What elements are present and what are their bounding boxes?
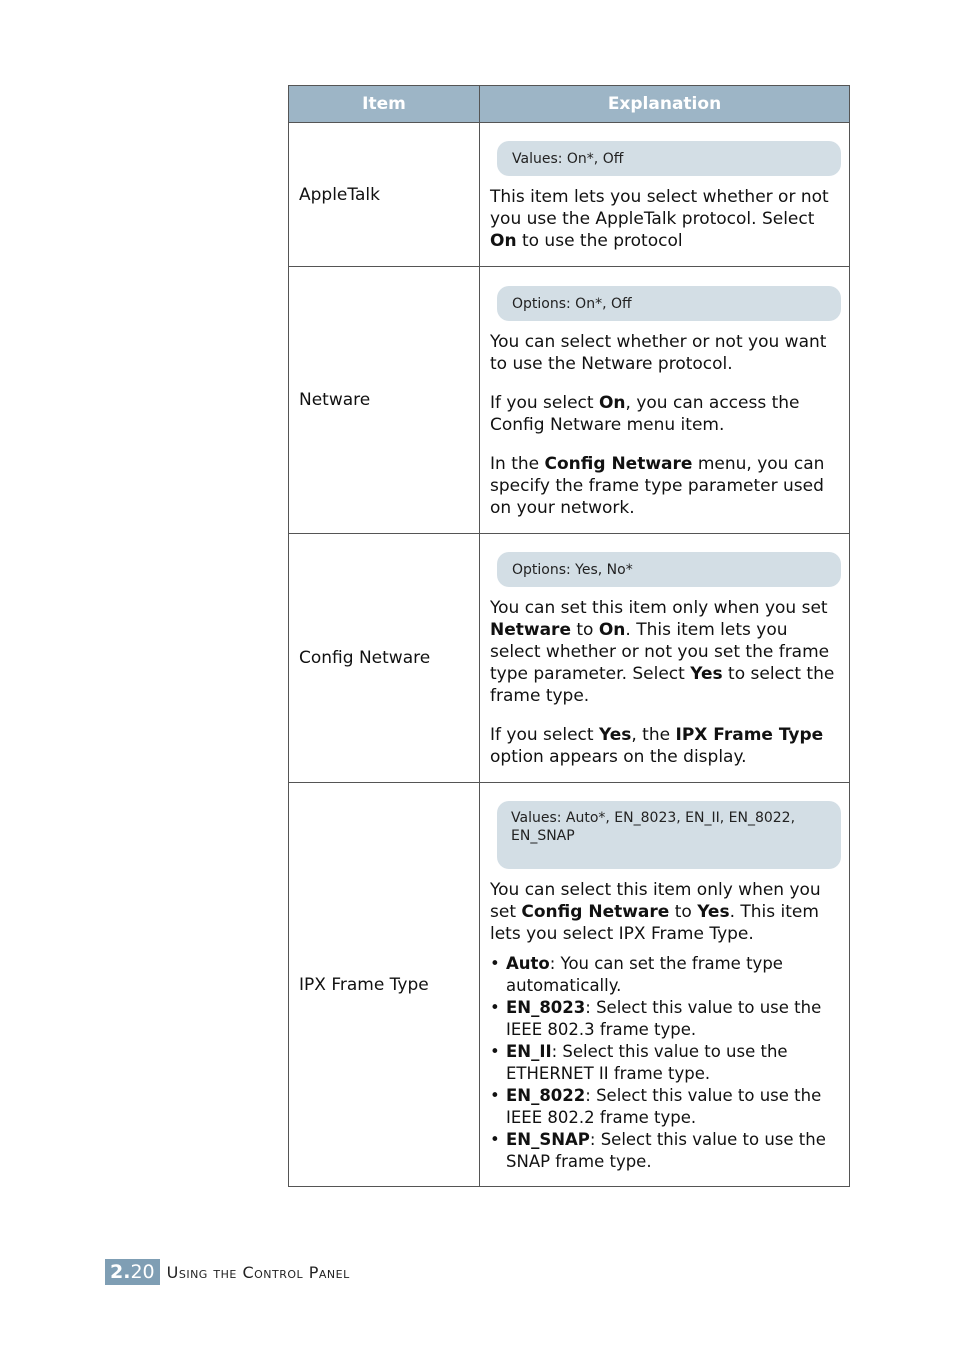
table-header-row <box>289 86 850 123</box>
options-pill: Options: On*, Off <box>497 286 841 321</box>
explanation-paragraph: You can select whether or not you want to use the Netware protocol. <box>490 331 827 374</box>
explanation-paragraph: If you select Yes, the IPX Frame Type option appears on the display. <box>490 725 824 767</box>
item-name: AppleTalk <box>289 123 480 267</box>
item-name: Netware <box>289 267 480 534</box>
header-item: Item <box>289 86 480 123</box>
settings-table <box>288 85 850 1187</box>
list-item: • EN_8022: Select this value to use the IEEE 802.2 frame type. <box>490 1085 841 1129</box>
table-row <box>289 267 850 534</box>
options-pill: Options: Yes, No* <box>497 552 841 587</box>
list-item: • Auto: You can set the frame type automatically. <box>490 953 841 997</box>
values-pill: Values: Auto*, EN_8023, EN_II, EN_8022, EN_SNAP <box>497 801 841 869</box>
explanation-paragraph: You can set this item only when you set Netware to On. This item lets you select whether or not you set the frame type parameter. Select Yes to select the frame type. <box>490 598 835 706</box>
item-explanation <box>480 123 850 267</box>
explanation-paragraph: If you select On, you can access the Config Netware menu item. <box>490 392 800 435</box>
list-item: • EN_II: Select this value to use the ETHERNET II frame type. <box>490 1041 841 1085</box>
table-row <box>289 534 850 783</box>
frame-type-list <box>490 953 841 1173</box>
item-explanation <box>480 534 850 783</box>
item-explanation <box>480 783 850 1187</box>
list-item: • EN_SNAP: Select this value to use the SNAP frame type. <box>490 1129 841 1173</box>
explanation-paragraph: This item lets you select whether or not you use the AppleTalk protocol. Select On to use the protocol <box>490 187 829 251</box>
page-footer <box>105 1259 350 1285</box>
explanation-paragraph: You can select this item only when you set Config Netware to Yes. This item lets you select IPX Frame Type. <box>490 879 821 944</box>
header-explanation: Explanation <box>480 86 850 123</box>
table-row <box>289 123 850 267</box>
list-item: • EN_8023: Select this value to use the IEEE 802.3 frame type. <box>490 997 841 1041</box>
explanation-paragraph: In the Config Netware menu, you can specify the frame type parameter used on your network. <box>490 453 825 518</box>
values-pill: Values: On*, Off <box>497 141 841 176</box>
item-name: Config Netware <box>289 534 480 783</box>
item-name: IPX Frame Type <box>289 783 480 1187</box>
table-row <box>289 783 850 1187</box>
item-explanation <box>480 267 850 534</box>
chapter-title: Using the Control Panel <box>166 1262 350 1282</box>
page-number: 2.20 <box>105 1259 160 1285</box>
